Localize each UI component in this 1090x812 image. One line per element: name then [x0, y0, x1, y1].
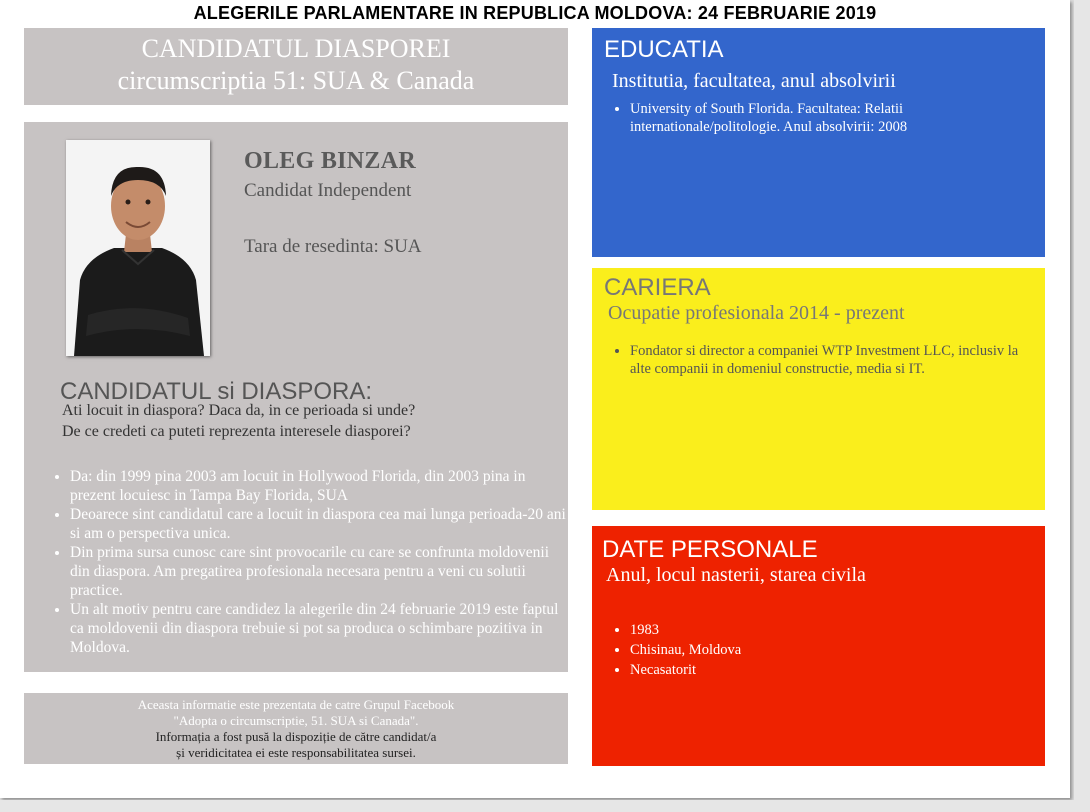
career-title: CARIERA [604, 274, 711, 301]
page-edge-bottom [0, 800, 1090, 812]
personal-list [612, 620, 741, 680]
list-item: • Da: din 1999 pina 2003 am locuit in Hollywood Florida, din 2003 pina in prezent locuiesc in Tampa Bay Florida, SUA [70, 467, 570, 505]
personal-box [592, 526, 1045, 766]
footer-line-3: Informația a fost pusă la dispoziție de către candidat/a [155, 729, 437, 744]
candidate-box [24, 122, 568, 672]
personal-title: DATE PERSONALE [602, 536, 818, 563]
candidate-name: OLEG BINZAR [244, 148, 417, 174]
candidate-residence: Tara de resedinta: SUA [244, 236, 422, 257]
candidate-photo [66, 140, 210, 356]
career-box [592, 268, 1045, 510]
diaspora-question-2: De ce credeti ca puteti reprezenta interesele diasporei? [62, 423, 411, 440]
candidate-photo-image [66, 140, 210, 356]
title-line-1: CANDIDATUL DIASPOREI [141, 34, 451, 63]
career-subtitle: Ocupatie profesionala 2014 - prezent [608, 302, 905, 324]
diaspora-question-1: Ati locuit in diaspora? Daca da, in ce perioada si unde? [62, 402, 416, 419]
education-list [612, 100, 1030, 136]
list-item: • Un alt motiv pentru care candidez la alegerile din 24 februarie 2019 este faptul ca moldovenii din diaspora trebuie si pot sa produca o schimbare pozitiva in Moldova. [70, 600, 570, 657]
diaspora-answers [54, 467, 570, 657]
list-item: • 1983 [630, 620, 741, 640]
list-item: • Chisinau, Moldova [630, 640, 741, 660]
education-box [592, 28, 1045, 257]
list-item: • Necasatorit [630, 660, 741, 680]
list-item: • Din prima sursa cunosc care sint provocarile cu care se confrunta moldovenii din diaspora. Am pregatirea profesionala necesara pentru a veni cu solutii practice. [70, 543, 570, 600]
page-edge-right [1074, 0, 1090, 812]
page-header: ALEGERILE PARLAMENTARE IN REPUBLICA MOLDOVA: 24 FEBRUARIE 2019 [193, 3, 877, 23]
footer-line-4: și veridicitatea ei este responsabilitatea sursei. [176, 745, 416, 760]
list-item: • Deoarece sint candidatul care a locuit in diaspora cea mai lunga perioada-20 ani si am o perspectiva unica. [70, 505, 570, 543]
education-title: EDUCATIA [604, 36, 724, 63]
candidate-party: Candidat Independent [244, 180, 412, 201]
career-list [612, 342, 1030, 378]
diaspora-heading: CANDIDATUL si DIASPORA: [60, 378, 373, 405]
title-box [24, 28, 568, 105]
footer-line-1: Aceasta informatie este prezentata de catre Grupul Facebook [137, 697, 455, 712]
personal-subtitle: Anul, locul nasterii, starea civila [606, 564, 866, 586]
list-item: • University of South Florida. Facultatea: Relatii internationale/politologie. Anul absolvirii: 2008 [630, 100, 1030, 136]
education-subtitle: Institutia, facultatea, anul absolvirii [612, 70, 896, 92]
source-footer [24, 693, 568, 764]
title-line-2: circumscriptia 51: SUA & Canada [117, 66, 475, 95]
list-item: • Fondator si director a companiei WTP Investment LLC, inclusiv la alte companii in domeniul constructie, media si IT. [630, 342, 1030, 378]
footer-line-2: "Adopta o circumscriptie, 51. SUA si Canada". [173, 713, 419, 728]
